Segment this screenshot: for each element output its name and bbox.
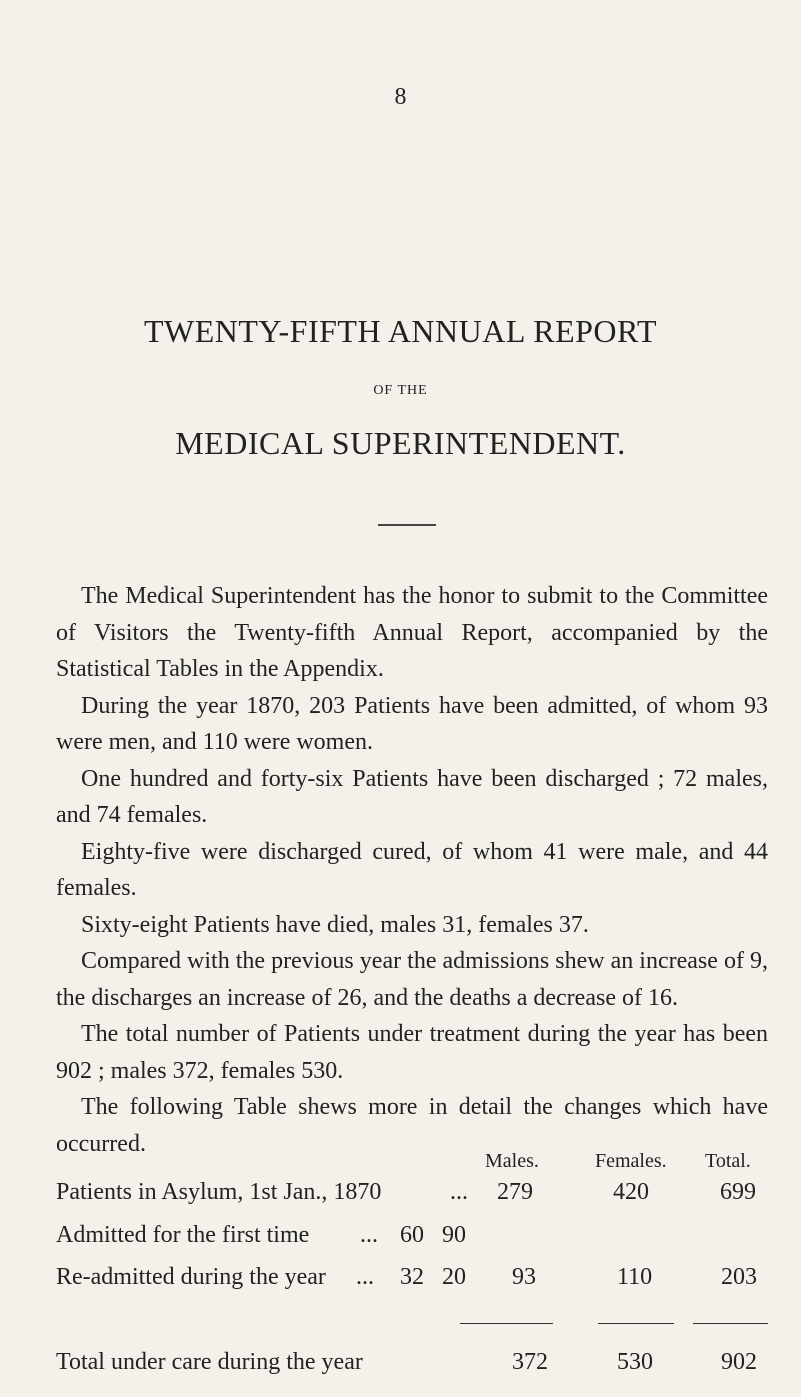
header-males: Males.: [485, 1150, 539, 1172]
row-females: 110: [617, 1264, 653, 1290]
header-females: Females.: [595, 1150, 667, 1172]
row-females: 420: [613, 1179, 649, 1205]
row-label: Re-admitted during the year: [56, 1264, 326, 1290]
paragraph: The following Table shews more in detail the changes which have occurred.: [56, 1094, 768, 1157]
sum-line-total: [693, 1323, 768, 1324]
row-label: Admitted for the first time: [56, 1222, 310, 1248]
row-males: 279: [497, 1179, 533, 1205]
paragraph: One hundred and forty-six Patients have been discharged ; 72 males, and 74 females.: [56, 765, 768, 828]
report-title: TWENTY-FIFTH ANNUAL REPORT: [144, 313, 657, 349]
row-sub2: 20: [442, 1264, 466, 1290]
row-total: 203: [721, 1264, 757, 1290]
sum-line-males: [460, 1323, 553, 1324]
row-sub2: 90: [442, 1222, 466, 1248]
paragraph: During the year 1870, 203 Patients have been admitted, of whom 93 were men, and 110 were women.: [56, 692, 768, 755]
total-females: 530: [617, 1349, 653, 1375]
paragraph: Eighty-five were discharged cured, of whom 41 were male, and 44 females.: [56, 838, 768, 901]
total-males: 372: [512, 1349, 548, 1375]
sum-line-females: [598, 1323, 674, 1324]
row-dots: ...: [360, 1222, 378, 1248]
total-total: 902: [721, 1349, 757, 1375]
row-total: 699: [720, 1179, 756, 1205]
report-subtitle: MEDICAL SUPERINTENDENT.: [175, 425, 626, 461]
page-number: 8: [394, 84, 407, 110]
paragraph: Sixty-eight Patients have died, males 31, females 37.: [81, 911, 589, 938]
row-males: 93: [512, 1264, 536, 1290]
paragraph: The Medical Superintendent has the honor to submit to the Committee of Visitors the Twenty-fifth Annual Report, accompanied by the Statistical Tables in the Appendix.: [56, 583, 768, 682]
paragraph: Compared with the previous year the admissions shew an increase of 9, the discharges an increase of 26, and the deaths a decrease of 16.: [56, 948, 768, 1011]
paragraph: The total number of Patients under treatment during the year has been 902 ; males 372, females 530.: [56, 1021, 768, 1084]
total-label: Total under care during the year: [56, 1349, 363, 1375]
row-sub1: 60: [400, 1222, 424, 1248]
row-dots: ...: [450, 1179, 468, 1205]
header-total: Total.: [705, 1150, 751, 1172]
row-dots: ...: [356, 1264, 374, 1290]
of-the-line: OF THE: [373, 383, 428, 398]
row-sub1: 32: [400, 1264, 424, 1290]
row-label: Patients in Asylum, 1st Jan., 1870: [56, 1179, 382, 1205]
